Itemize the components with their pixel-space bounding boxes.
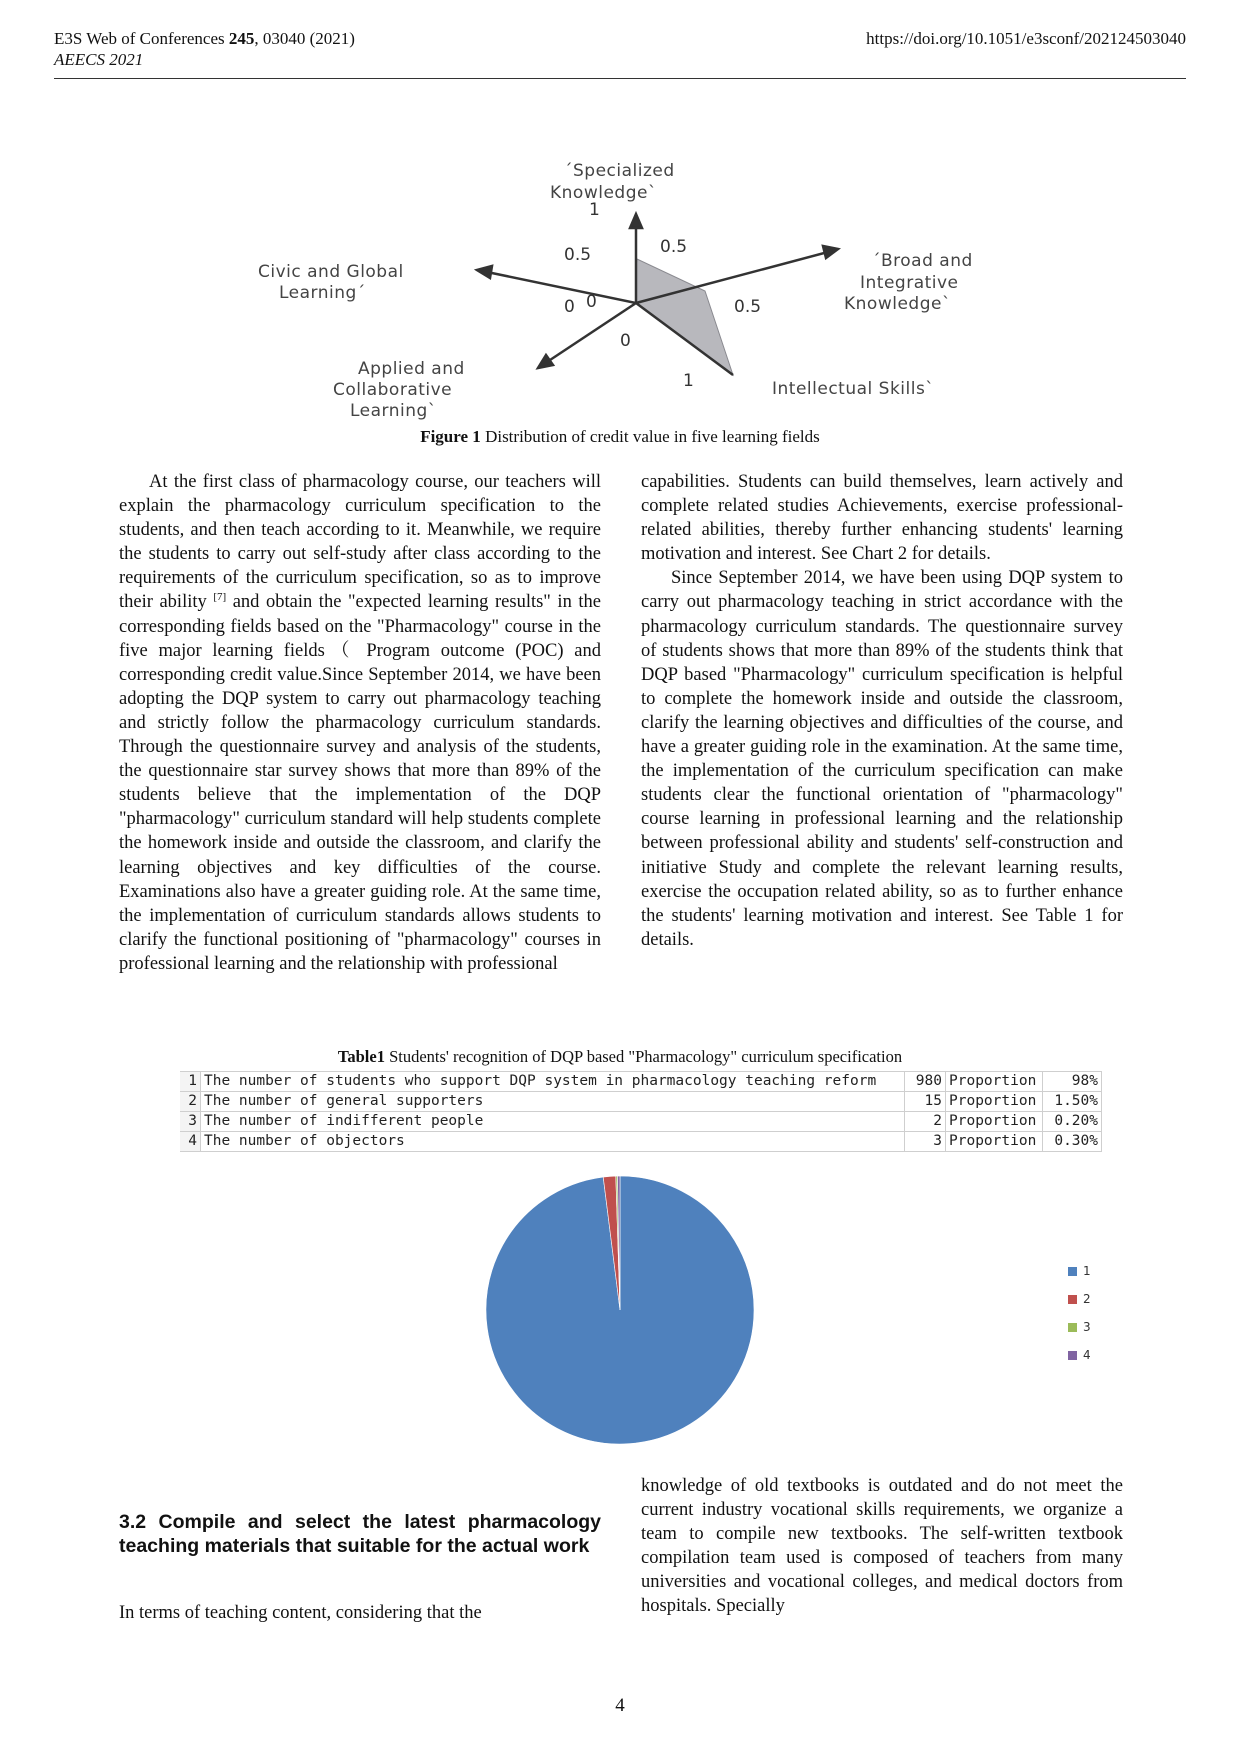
row-count: 15 [905, 1092, 946, 1112]
running-header-left [54, 28, 355, 70]
table-caption: Table1 Students' recognition of DQP based "Pharmacology" curriculum specification [337, 1047, 903, 1066]
value-broad-05: 0.5 [734, 297, 762, 317]
label-applied-3: Learningˋ [350, 401, 437, 421]
row-description: The number of indifferent people [201, 1112, 905, 1132]
journal-line: E3S Web of Conferences 245, 03040 (2021) [54, 29, 355, 48]
label-intellectual: Intellectual Skillsˋ [772, 379, 935, 399]
row-count: 980 [905, 1072, 946, 1092]
row-label: Proportion [946, 1132, 1043, 1152]
row-percent: 0.30% [1043, 1132, 1102, 1152]
paragraph-right-1: capabilities. Students can build themselves, learn actively and complete related studies Achievements, exercise professional-related abilities, thereby further enhancing students' learning motivation and interest. See Chart 2 for details. [641, 472, 1123, 565]
row-number: 2 [180, 1092, 201, 1112]
pie-chart [470, 1160, 770, 1460]
label-specialized-2: Knowledgeˋ [550, 183, 657, 203]
row-label: Proportion [946, 1072, 1043, 1092]
table-row [180, 1112, 1102, 1132]
table-row [180, 1072, 1102, 1092]
arrow-applied [538, 355, 553, 368]
paragraph-section-left: In terms of teaching content, considering that the [119, 1603, 482, 1623]
doi-link[interactable]: https://doi.org/10.1051/e3sconf/202124503040 [866, 29, 1186, 48]
legend-swatch [1068, 1267, 1077, 1276]
section-left-text [119, 1601, 601, 1625]
arrow-civic [477, 266, 492, 278]
table-row [180, 1092, 1102, 1112]
row-number: 4 [180, 1132, 201, 1152]
paragraph-right-2: Since September 2014, we have been using DQP system to carry out pharmacology teaching in strict accordance with the pharmacology curriculum standards. The questionnaire survey of students shows that more than 89% of the students think that DQP based "Pharmacology" curriculum specification is helpful to complete the homework inside and outside the classroom, clarify the learning objectives and difficulties of the course, and have a greater guiding role in the examination. At the same time, the implementation of the curriculum specification can make students clear the functional orientation of "pharmacology" course learning in professional learning and the relationship between professional ability and students' self-construction and initiative Study and complete the relevant learning results, exercise the occupation related ability, so as to further enhance the students' learning motivation and interest. See Table 1 for details. [641, 568, 1123, 950]
legend-label: 3 [1083, 1320, 1091, 1334]
conference-name: AEECS 2021 [54, 50, 144, 69]
row-number: 3 [180, 1112, 201, 1132]
value-civic-0: 0 [564, 297, 575, 317]
value-civic-0b: 0 [586, 292, 597, 312]
axis-civic [487, 272, 636, 303]
figure-caption: Figure 1 Distribution of credit value in five learning fields [420, 427, 820, 446]
legend-label: 2 [1083, 1292, 1091, 1306]
section-heading: 3.2 Compile and select the latest pharmacology teaching materials that suitable for the actual work [119, 1511, 601, 1557]
row-label: Proportion [946, 1112, 1043, 1132]
value-spec-1: 1 [589, 200, 600, 220]
label-broad-2: Integrative [860, 273, 959, 293]
row-description: The number of objectors [201, 1132, 905, 1152]
label-applied-2: Collaborative [333, 380, 453, 400]
legend-label: 4 [1083, 1348, 1091, 1362]
row-count: 3 [905, 1132, 946, 1152]
value-applied-0: 0 [620, 331, 631, 351]
row-percent: 98% [1043, 1072, 1102, 1092]
row-percent: 0.20% [1043, 1112, 1102, 1132]
radar-value-area [636, 259, 733, 375]
legend-item [1068, 1341, 1091, 1369]
body-left-column [119, 470, 601, 976]
label-specialized-1: ˊSpecialized [564, 161, 675, 181]
label-applied-1: Applied and [358, 359, 465, 379]
row-count: 2 [905, 1112, 946, 1132]
header-rule [54, 78, 1186, 79]
value-spec-05-left: 0.5 [564, 245, 592, 265]
label-broad-3: Knowledgeˋ [844, 294, 951, 314]
row-description: The number of students who support DQP system in pharmacology teaching reform [201, 1072, 905, 1092]
value-spec-05-right: 0.5 [660, 237, 688, 257]
label-civic-1: Civic and Global [258, 262, 404, 282]
row-number: 1 [180, 1072, 201, 1092]
table-row [180, 1132, 1102, 1152]
label-civic-2: Learningˊ [279, 283, 366, 303]
legend-item [1068, 1257, 1091, 1285]
value-intel-1: 1 [683, 371, 694, 391]
label-broad-1: ˊBroad and [872, 251, 973, 271]
row-description: The number of general supporters [201, 1092, 905, 1112]
row-label: Proportion [946, 1092, 1043, 1112]
row-percent: 1.50% [1043, 1092, 1102, 1112]
page-number: 4 [615, 1695, 625, 1716]
arrow-specialized [630, 214, 642, 228]
volume-number: 245 [228, 29, 255, 48]
legend-item [1068, 1313, 1091, 1341]
radar-figure [250, 150, 1010, 430]
pie-legend [1068, 1257, 1091, 1369]
paragraph-section-right: knowledge of old textbooks is outdated and do not meet the current industry vocational skills requirements, we organize a team to compile new textbooks. The self-written textbook compilation team used is composed of teachers from many universities and vocational colleges, and medical doctors from hospitals. Specially [641, 1476, 1123, 1617]
citation-ref[interactable]: [7] [213, 591, 227, 604]
recognition-table [180, 1071, 1102, 1152]
body-right-column [641, 470, 1123, 952]
paragraph-left-1: At the first class of pharmacology course, our teachers will explain the pharmacology curriculum specification to the students, and then teach according to it. Meanwhile, we require the students to carry out self-study after class according to the requirements of the curriculum specification, so as to improve their ability [7] and obtain the "expected learning results" in the corresponding fields based on the "Pharmacology" course in the five major learning fields（ Program outcome (POC) and corresponding credit value.Since September 2014, we have been adopting the DQP system to carry out pharmacology teaching and strictly follow the pharmacology curriculum standards. Through the questionnaire survey and analysis of the students, the questionnaire star survey shows that more than 89% of the students believe that the implementation of the DQP "pharmacology" curriculum standard will help students complete the homework inside and outside the classroom, and clarify the learning objectives and key difficulties of the course. Examinations also have a greater guiding role. At the same time, the implementation of curriculum standards allows students to clarify the functional positioning of "pharmacology" courses in professional learning and the relationship with professional [119, 472, 601, 974]
section-right-text [641, 1474, 1123, 1619]
legend-label: 1 [1083, 1264, 1091, 1278]
legend-swatch [1068, 1351, 1077, 1360]
legend-swatch [1068, 1323, 1077, 1332]
arrow-broad [823, 246, 838, 258]
legend-swatch [1068, 1295, 1077, 1304]
legend-item [1068, 1285, 1091, 1313]
